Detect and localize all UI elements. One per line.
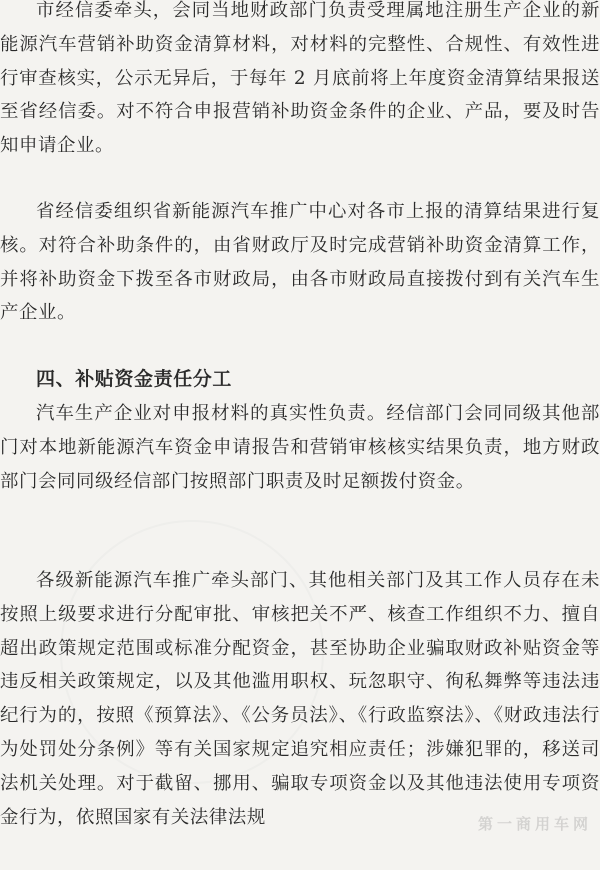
site-watermark: 第一商用车网 bbox=[477, 815, 592, 833]
section-heading-responsibilities: 四、补贴资金责任分工 bbox=[36, 368, 233, 390]
paragraph-municipal-review: 市经信委牵头，会同当地财政部门负责受理属地注册生产企业的新能源汽车营销补助资金清算材料，对材料的完整性、合规性、有效性进行审查核实，公示无异后，于每年 2 月底前将上年度资金清算结果报送至省经信委。对不符合申报营销补助资金条件的企业、产品，要及时告知申请企业。 bbox=[0, 0, 600, 157]
paragraph-provincial-review: 省经信委组织省新能源汽车推广中心对各市上报的清算结果进行复核。对符合补助条件的，由省财政厅及时完成营销补助资金清算工作，并将补助资金下拨至各市财政局，由各市财政局直接拨付到有关汽车生产企业。 bbox=[0, 201, 600, 324]
paragraph-responsibility-division: 汽车生产企业对申报材料的真实性负责。经信部门会同同级其他部门对本地新能源汽车资金申请报告和营销审核核实结果负责，地方财政部门会同同级经信部门按照部门职责及时足额拨付资金。 bbox=[0, 403, 600, 492]
paragraph-accountability: 各级新能源汽车推广牵头部门、其他相关部门及其工作人员存在未按照上级要求进行分配审批、审核把关不严、核查工作组织不力、擅自超出政策规定范围或标准分配资金，甚至协助企业骗取财政补贴资金等违反相关政策规定，以及其他滥用职权、玩忽职守、徇私舞弊等违法违纪行为的，按照《预算法》、《公务员法》、《行政监察法》、《财政违法行为处罚处分条例》等有关国家规定追究相应责任；涉嫌犯罪的，移送司法机关处理。对于截留、挪用、骗取专项资金以及其他违法使用专项资金行为，依照国家有关法律法规 bbox=[0, 570, 600, 828]
